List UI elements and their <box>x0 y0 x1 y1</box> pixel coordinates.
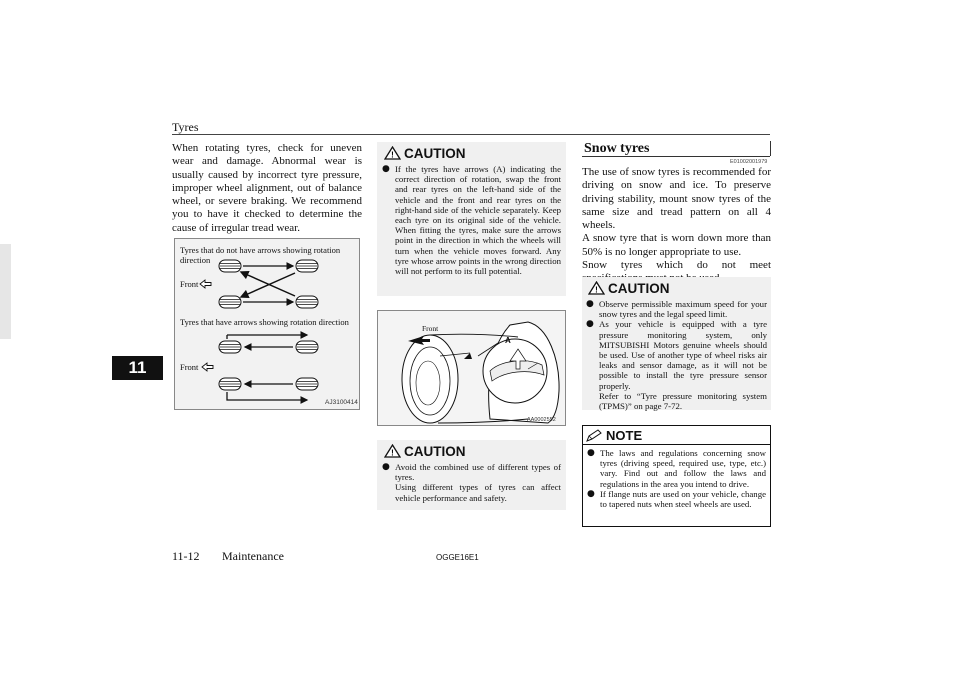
page-number: 11-12 <box>172 549 200 563</box>
document-code: OGGE16E1 <box>436 553 479 562</box>
heading-rule <box>582 156 770 157</box>
caution-item-2-ref: Refer to “Tyre pressure monitoring system (TPMS)” on page 7-72. <box>599 390 767 412</box>
caution-box-rotation <box>377 142 566 296</box>
warning-triangle-icon <box>384 146 401 160</box>
list-item <box>586 319 767 411</box>
heading-rule-tick <box>770 141 771 156</box>
tyre-rotation-figure <box>174 238 360 410</box>
svg-text:!: ! <box>595 285 598 295</box>
note-title: NOTE <box>606 427 643 443</box>
figure-code: AJ3100414 <box>325 399 358 406</box>
svg-text:!: ! <box>391 150 394 160</box>
section-title: Tyres <box>172 120 199 134</box>
caution-box-snow <box>582 277 771 410</box>
caution-heading <box>586 277 767 299</box>
rotation-diagram <box>175 239 361 411</box>
caution-title: CAUTION <box>404 443 466 459</box>
caution-heading <box>382 142 561 164</box>
snow-paragraph-1: The use of snow tyres is recommended for driving on snow and ice. To preserve driving stability, mount snow tyres of the same size and tread pattern on all 4 wheels. <box>582 166 771 232</box>
caution-item-1: Observe permissible maximum speed for your snow tyres and the legal speed limit. <box>599 299 767 320</box>
list-item <box>586 299 767 319</box>
note-item-2: If flange nuts are used on your vehicle, change to tapered nuts when steel wheels are used. <box>600 488 766 510</box>
label-with-arrows: Tyres that have arrows showing rotation direction <box>180 317 349 327</box>
caution-title: CAUTION <box>404 145 466 161</box>
chapter-tab-strip <box>0 244 11 339</box>
caution-title: CAUTION <box>608 280 670 296</box>
snow-paragraph-2: A snow tyre that is worn down more than 50% is no longer appropriate to use. <box>582 232 771 258</box>
bullet-icon: ● <box>382 164 390 174</box>
warning-triangle-icon <box>588 281 605 295</box>
bullet-icon: ● <box>586 319 594 330</box>
callout-a: A <box>505 336 511 345</box>
intro-paragraph: When rotating tyres, check for uneven wear and damage. Abnormal wear is usually caused by incorrect tyre pressure, improper wheel alignment, out of balance wheel, or severe braking. We recommend you to have it checked to determine the cause of irregular tread wear. <box>172 142 362 234</box>
photo-front-label: Front <box>422 324 439 333</box>
list-item <box>587 448 766 489</box>
note-item-1: The laws and regulations concerning snow tyres (driving speed, required use, type, etc.) vary. Find out and follow the laws and regulations in the area you intend to drive. <box>600 448 766 489</box>
caution-box-types <box>377 440 566 510</box>
tyre-arrow-illustration <box>377 310 566 426</box>
warning-triangle-icon <box>384 444 401 458</box>
label-no-arrows: Tyres that do not have arrows showing rotation direction <box>180 245 341 265</box>
snow-paragraphs <box>582 166 771 286</box>
front-label-1: Front <box>180 279 199 289</box>
bullet-icon: ● <box>587 448 595 458</box>
chapter-tab: 11 <box>112 356 163 380</box>
list-item <box>587 489 766 509</box>
caution-item-2: As your vehicle is equipped with a tyre pressure monitoring system, only MITSUBISHI Motors genuine wheels should be used. Use of another type of wheel risks air leaks and sensor damage, as it will not be possible to install the tyre pressure sensor properly. <box>599 319 767 391</box>
caution-heading <box>382 440 561 462</box>
bullet-icon: ● <box>587 488 595 499</box>
caution-text-2: Using different types of tyres can affect vehicle performance and safety. <box>395 482 561 503</box>
bullet-icon: ● <box>586 299 594 309</box>
section-code: E01002001979 <box>730 159 768 165</box>
caution-text: If the tyres have arrows (A) indicating the correct direction of rotation, swap the front and rear tyres on the left-hand side of the vehicle and the front and rear tyres on the right-hand side of the vehicle separately. Keep each tyre on its original side of the vehicle. When fitting the tyres, make sure the arrows point in the direction in which the wheels will turn when the vehicle moves forward. Any tyre whose arrow points in the wrong direction will not perform to its full potential. <box>395 164 561 277</box>
svg-text:!: ! <box>391 448 394 458</box>
note-box <box>582 425 771 527</box>
caution-text-1: Avoid the combined use of different types of tyres. <box>395 462 561 483</box>
snow-paragraph-3: Snow tyres which do not meet <box>582 259 771 272</box>
front-label-2: Front <box>180 362 199 372</box>
header-rule <box>172 134 770 135</box>
chapter-name: Maintenance <box>222 549 284 563</box>
photo-code: AA0002552 <box>527 417 556 423</box>
snow-tyres-heading: Snow tyres <box>584 141 650 156</box>
note-pencil-icon <box>586 429 603 442</box>
bullet-icon: ● <box>382 462 390 472</box>
note-heading <box>583 426 770 445</box>
